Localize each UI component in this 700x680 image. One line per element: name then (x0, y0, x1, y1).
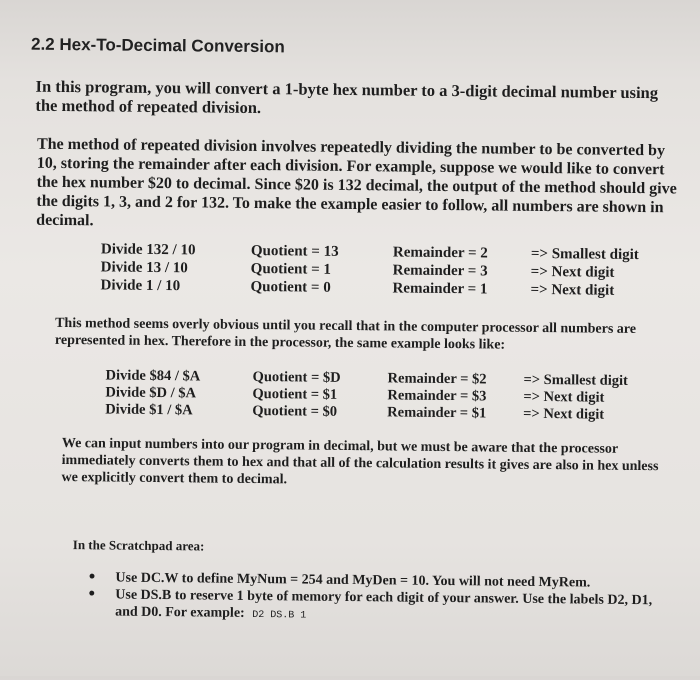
note-cell: => Next digit (523, 406, 604, 424)
divide-cell: Divide 132 / 10 (101, 241, 196, 259)
remainder-cell: Remainder = 3 (393, 262, 488, 280)
list-item (87, 586, 657, 628)
intro-paragraph: In this program, you will convert a 1-byte hex number to a 3-digit decimal number using the method of repeated division. (35, 77, 665, 122)
hex-intro-paragraph: This method seems overly obvious until you recall that in the computer processor all numbers are represented in hex. Therefore in the processor, the same example looks like: (55, 315, 665, 355)
divide-cell: Divide $1 / $A (105, 401, 193, 419)
method-paragraph: The method of repeated division involves repeatedly dividing the number to be converted by 10, storing the remainder after each division. For example, suppose we would like to convert the hex number $20 to decimal. Since $20 is 132 decimal, the output of the method should give the digits 1, 3, and 2 for 132. To make the example easier to follow, all numbers are shown in decimal. (36, 135, 687, 237)
remainder-cell: Remainder = 2 (393, 244, 488, 262)
remainder-cell: Remainder = 1 (392, 280, 487, 298)
hex-division-table (105, 367, 106, 418)
list-item-text: Use DC.W to define MyNum = 254 and MyDen = 10. You will not need MyRem. (115, 571, 590, 591)
note-cell: => Smallest digit (531, 246, 639, 264)
quotient-cell: Quotient = 13 (251, 243, 339, 261)
list-item-text: Use DS.B to reserve 1 byte of memory for each digit of your answer. Use the labels D2, D1, and D0. For example: (115, 588, 652, 621)
bullet-icon: • (87, 586, 96, 603)
decimal-division-table (100, 241, 101, 295)
divide-cell: Divide $84 / $A (106, 367, 201, 385)
remainder-cell: Remainder = $2 (387, 370, 486, 388)
quotient-cell: Quotient = $0 (252, 403, 337, 421)
divide-cell: Divide $D / $A (105, 384, 196, 402)
section-heading: 2.2 Hex-To-Decimal Conversion (31, 35, 285, 58)
quotient-cell: Quotient = 0 (250, 279, 330, 297)
code-example: D2 DS.B 1 (252, 610, 306, 622)
note-cell: => Smallest digit (523, 372, 628, 390)
note-cell: => Next digit (531, 264, 615, 282)
quotient-cell: Quotient = 1 (251, 261, 331, 279)
divide-cell: Divide 13 / 10 (101, 259, 188, 277)
note-cell: => Next digit (530, 282, 614, 300)
divide-cell: Divide 1 / 10 (100, 277, 180, 295)
remainder-cell: Remainder = $3 (387, 387, 486, 405)
remainder-cell: Remainder = $1 (387, 404, 486, 422)
quotient-cell: Quotient = $1 (252, 386, 337, 404)
scratchpad-label: In the Scratchpad area: (73, 537, 205, 554)
note-cell: => Next digit (523, 389, 604, 407)
instruction-list (87, 569, 658, 628)
quotient-cell: Quotient = $D (252, 369, 340, 387)
bullet-icon: • (87, 569, 96, 586)
input-note-paragraph: We can input numbers into our program in decimal, but we must be aware that the processor immediately converts them to hex and that all of the calculation results it gives are also in hex unless we explicitly convert them to decimal. (61, 435, 662, 492)
